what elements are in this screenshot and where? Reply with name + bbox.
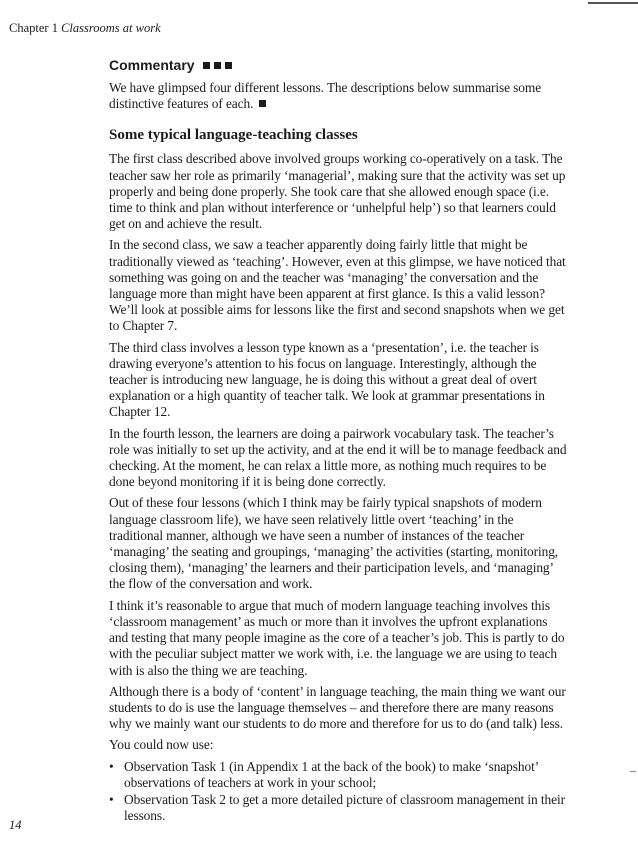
page-number: 14 <box>9 818 22 832</box>
paragraph-8: You could now use: <box>109 737 214 753</box>
bullet-icon: • <box>109 758 114 774</box>
commentary-heading <box>109 57 569 73</box>
paragraph-7: Although there is a body of ‘content’ in language teaching, the main thing we want our students to do is use the language themselves – and therefore there are many reasons why we mainly want our students to do more and therefore for us to do (and talk) less. <box>109 683 566 732</box>
paragraph-4: In the fourth lesson, the learners are doing a pairwork vocabulary task. The teacher’s role was initially to set up the activity, and at the end it will be to manage feedback and checking. At the moment, he can relax a little more, as nothing much requires to be done beyond monitoring if it is being done correctly. <box>109 425 567 490</box>
top-edge-rule <box>588 2 638 4</box>
list-item <box>109 759 569 791</box>
paragraph-5: Out of these four lessons (which I think may be fairly typical snapshots of modern language classroom life), we have seen relatively little overt ‘teaching’ in the traditional manner, although we have seen a number of instances of the teacher ‘managing’ the seating and groupings, ‘managing’ the activities (starting, monitoring, closing them), ‘managing’ the learners and their participation levels, and ‘managing’ the flow of the conversation and work. <box>109 495 559 592</box>
edge-mark <box>630 771 636 772</box>
main-content <box>109 57 569 825</box>
end-square-icon <box>259 100 266 107</box>
paragraph-3: The third class involves a lesson type known as a ‘presentation’, i.e. the teacher is drawing everyone’s attention to his focus on language. Interestingly, although the teacher is introducing new language, he is doing this without a great deal of overt explanation or a high quantity of teacher talk. We look at grammar presentations in Chapter 12. <box>109 339 545 420</box>
square-bullet-icon <box>214 62 221 69</box>
bullet-icon: • <box>109 791 114 807</box>
square-bullet-icon <box>225 62 232 69</box>
list-item-text: Observation Task 1 (in Appendix 1 at the back of the book) to make ‘snapshot’ observations of teachers at work in your school; <box>124 758 539 790</box>
paragraph-2: In the second class, we saw a teacher apparently doing fairly little that might be traditionally viewed as ‘teaching’. However, even at this glimpse, we have noticed that something was going on and the teacher was ‘managing’ the conversation and the language more than might have been apparent at first glance. Is this a valid lesson? We’ll look at possible aims for lessons like the first and second snapshots when we get to Chapter 7. <box>109 237 566 334</box>
running-head <box>9 21 161 36</box>
square-bullet-icon <box>203 62 210 69</box>
commentary-intro: We have glimpsed four different lessons. The descriptions below summarise some distinctive features of each. <box>109 80 542 112</box>
section-heading: Some typical language-teaching classes <box>109 127 358 144</box>
paragraph-1: The first class described above involved groups working co-operatively on a task. The teacher saw her role as primarily ‘managerial’, making sure that the activity was set up properly and being done properly. She took care that she allowed enough space (i.e. time to think and plan without interference or ‘unhelpful help’) so that learners could get on and achieve the result. <box>109 151 566 232</box>
chapter-title: Classrooms at work <box>61 21 161 35</box>
commentary-heading-text: Commentary <box>109 57 195 73</box>
task-list <box>109 759 569 825</box>
chapter-label: Chapter 1 <box>9 21 58 35</box>
paragraph-6: I think it’s reasonable to argue that much of modern language teaching involves this ‘classroom management’ as much or more than it involves the upfront explanations and testing that many people imagine as the core of a teacher’s job. This is partly to do with the peculiar subject matter we work with, i.e. the language we are using to teach with is also the thing we are teaching. <box>109 597 565 678</box>
list-item-text: Observation Task 2 to get a more detailed picture of classroom management in their lessons. <box>124 791 565 824</box>
list-item <box>109 792 569 824</box>
